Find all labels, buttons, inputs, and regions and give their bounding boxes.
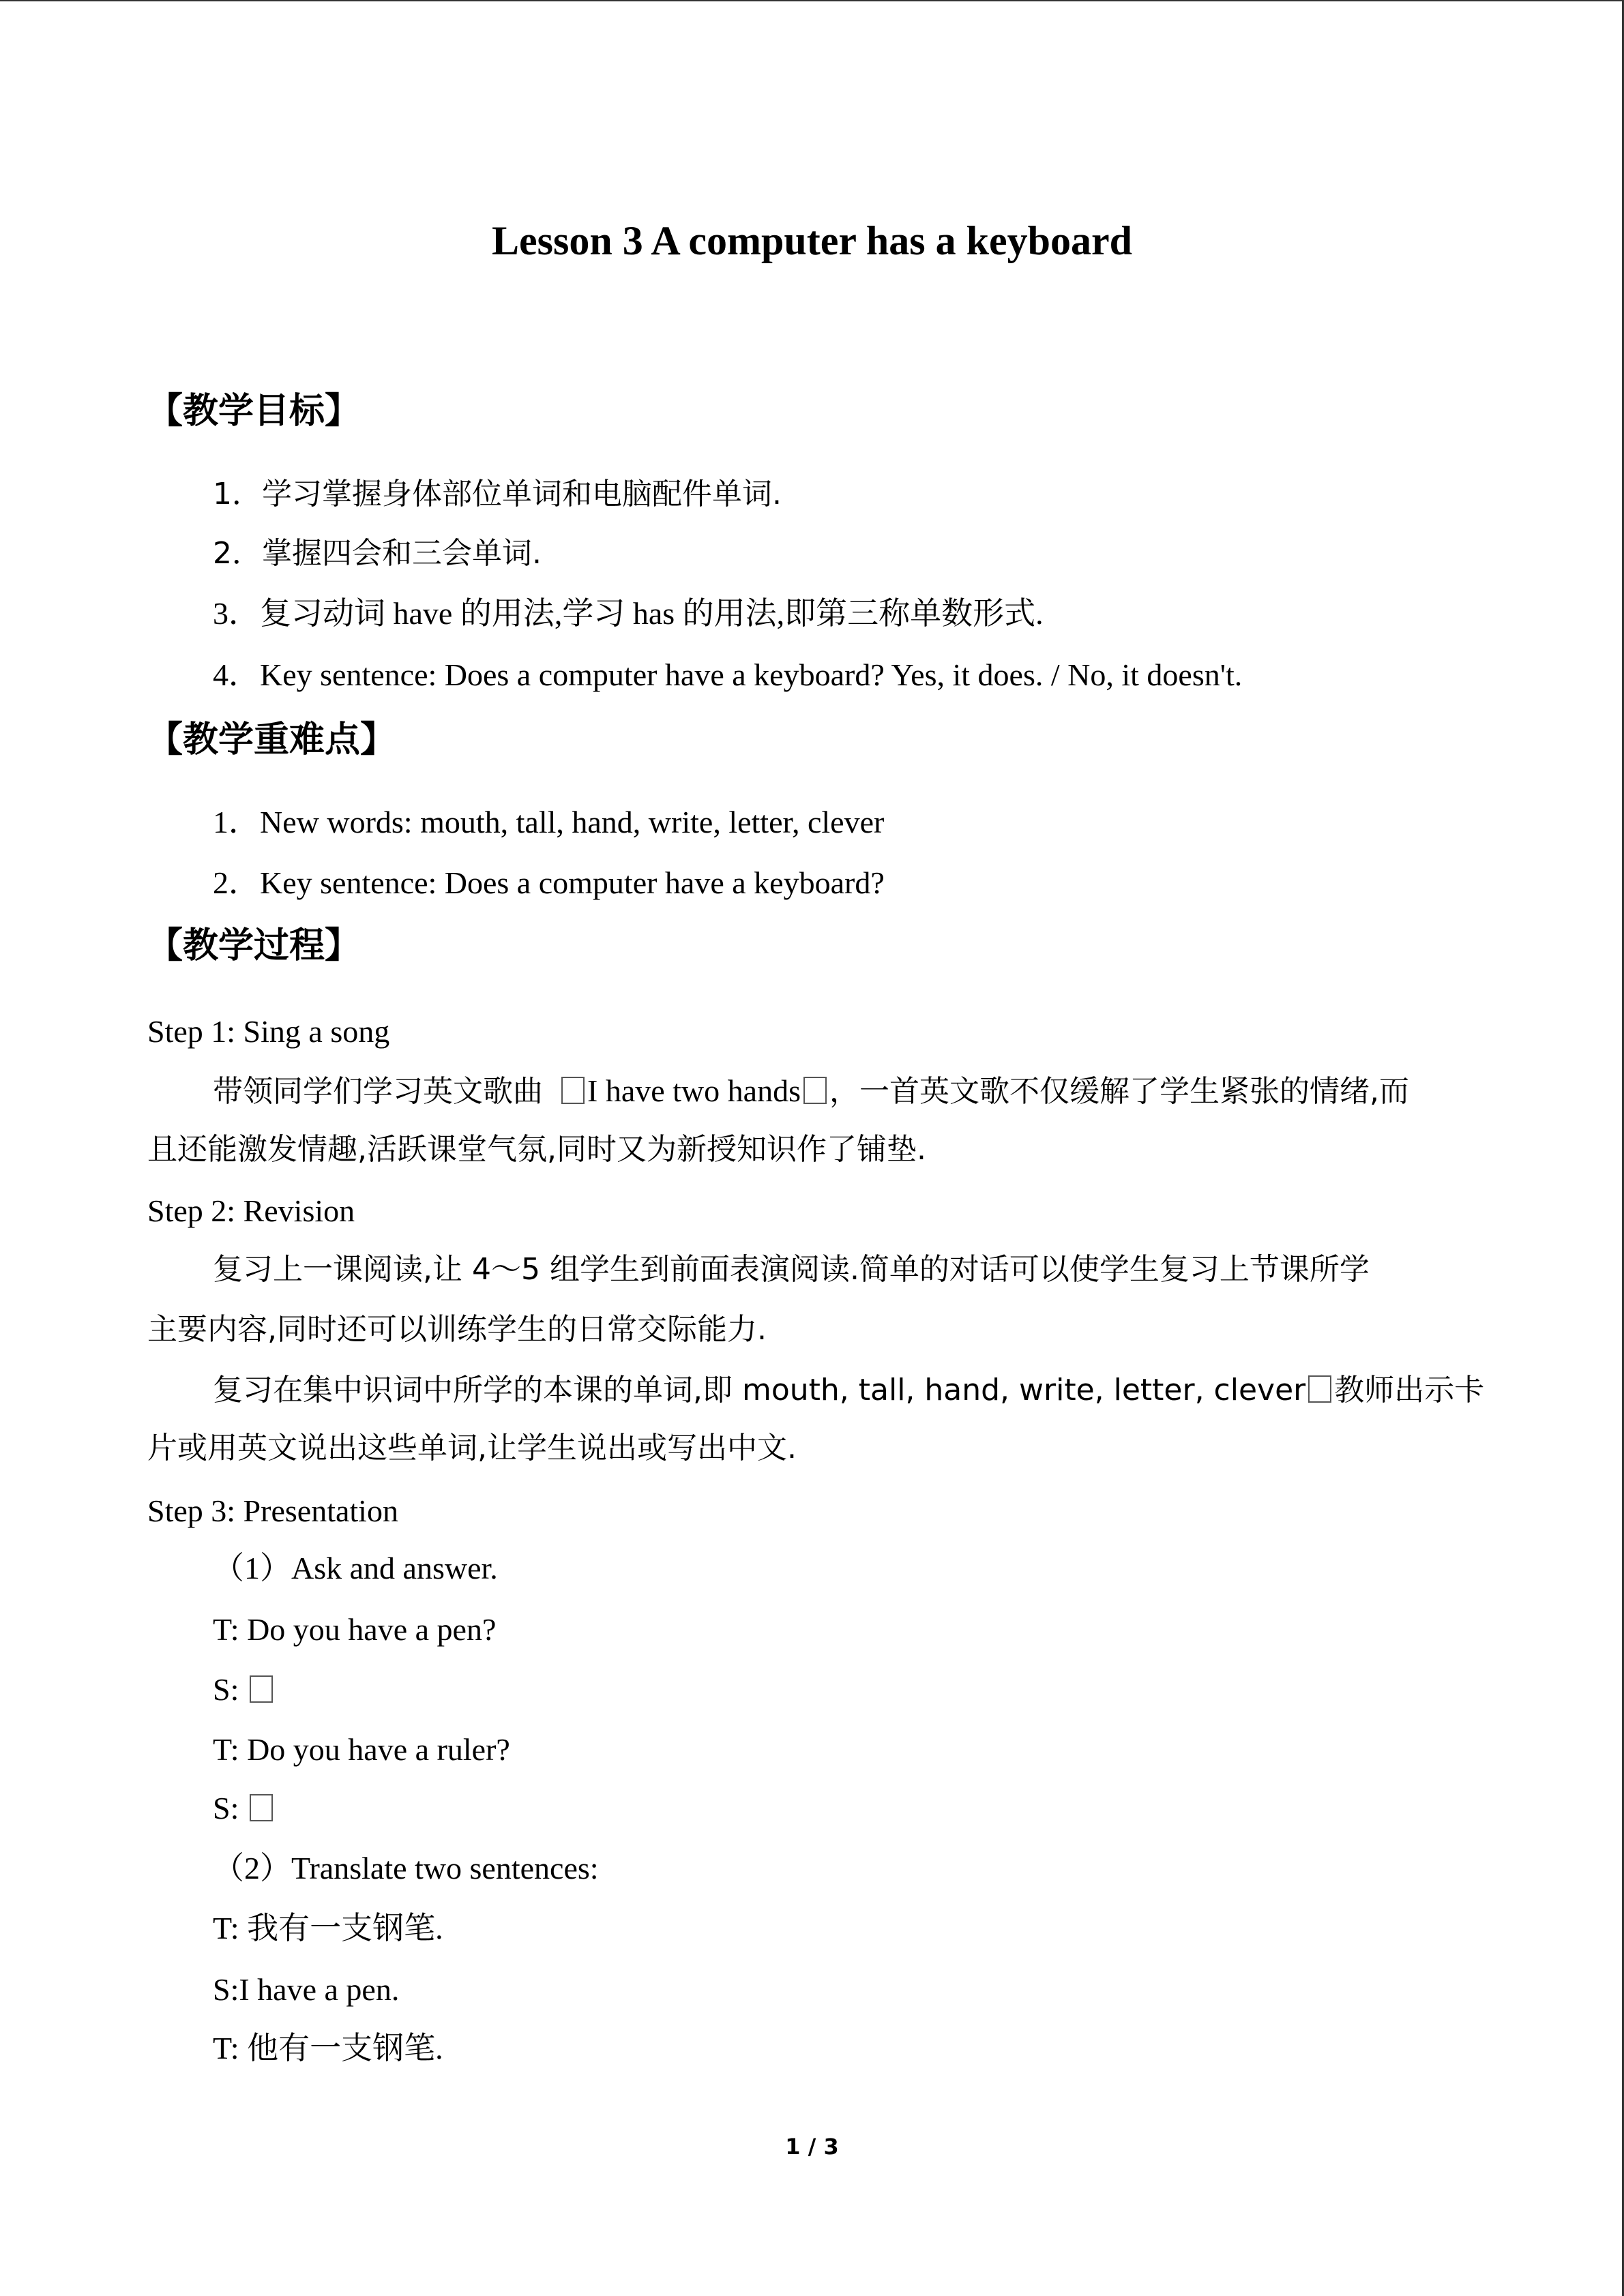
goal-item-3: 3．复习动词 have 的用法,学习 has 的用法,即第三称单数形式. (213, 596, 1044, 631)
missing-glyph-box (250, 1794, 273, 1821)
step1-text-c: ，一首英文歌不仅缓解了学生紧张的情绪,而 (829, 1074, 1409, 1109)
dialog-teacher-2: T: Do you have a ruler? (213, 1732, 510, 1767)
dialog-student-3: S:I have a pen. (213, 1972, 400, 2007)
dialog-teacher-4: T: 他有一支钢笔. (213, 2031, 443, 2066)
dialog-student-2 (213, 1788, 276, 1829)
section-heading-key-points: 【教学重难点】 (147, 719, 396, 760)
dialog-student-1 (213, 1669, 276, 1710)
missing-glyph-box (803, 1077, 827, 1104)
goal-item-2: 2．掌握四会和三会单词. (213, 536, 542, 571)
page-indicator: 1 / 3 (785, 2134, 839, 2160)
step2-text-a: 复习在集中识词中所学的本课的单词,即 mouth, tall, hand, write, letter, clever (213, 1373, 1306, 1407)
step2-paragraph1-line2: 主要内容,同时还可以训练学生的日常交际能力. (147, 1312, 767, 1347)
step1-song-title: I have two hands (587, 1073, 801, 1108)
missing-glyph-box (250, 1675, 273, 1703)
step2-paragraph2-line2: 片或用英文说出这些单词,让学生说出或写出中文. (147, 1431, 797, 1465)
document-title: Lesson 3 A computer has a keyboard (491, 218, 1133, 263)
step1-paragraph-line1 (213, 1071, 1409, 1112)
key-point-item-1: 1．New words: mouth, tall, hand, write, letter, clever (213, 805, 885, 839)
step3-sub2: （2）Translate two sentences: (213, 1851, 599, 1885)
step2-paragraph1-line1: 复习上一课阅读,让 4～5 组学生到前面表演阅读.简单的对话可以使学生复习上节课所学 (213, 1252, 1370, 1287)
step2-text-b: 教师出示卡 (1334, 1373, 1485, 1407)
student-label: S: (213, 1672, 239, 1707)
step1-heading: Step 1: Sing a song (147, 1014, 390, 1049)
step2-paragraph2-line1 (213, 1369, 1484, 1411)
dialog-teacher-3: T: 我有一支钢笔. (213, 1911, 443, 1945)
step1-paragraph-line2: 且还能激发情趣,活跃课堂气氛,同时又为新授知识作了铺垫. (147, 1132, 926, 1167)
page-top-border (0, 0, 1623, 1)
step2-heading: Step 2: Revision (147, 1193, 355, 1228)
step1-text-a: 带领同学们学习英文歌曲 (213, 1074, 543, 1109)
missing-glyph-box (561, 1077, 585, 1104)
student-label: S: (213, 1791, 239, 1825)
goal-item-4: 4．Key sentence: Does a computer have a keyboard? Yes, it does. / No, it doesn't. (213, 657, 1243, 692)
goal-item-1: 1．学习掌握身体部位单词和电脑配件单词. (213, 477, 782, 511)
step3-sub1: （1）Ask and answer. (213, 1551, 498, 1585)
section-heading-goals: 【教学目标】 (147, 391, 361, 432)
section-heading-process: 【教学过程】 (147, 925, 361, 966)
missing-glyph-box (1308, 1375, 1331, 1403)
step3-heading: Step 3: Presentation (147, 1493, 398, 1528)
key-point-item-2: 2．Key sentence: Does a computer have a keyboard? (213, 865, 885, 900)
dialog-teacher-1: T: Do you have a pen? (213, 1612, 497, 1647)
